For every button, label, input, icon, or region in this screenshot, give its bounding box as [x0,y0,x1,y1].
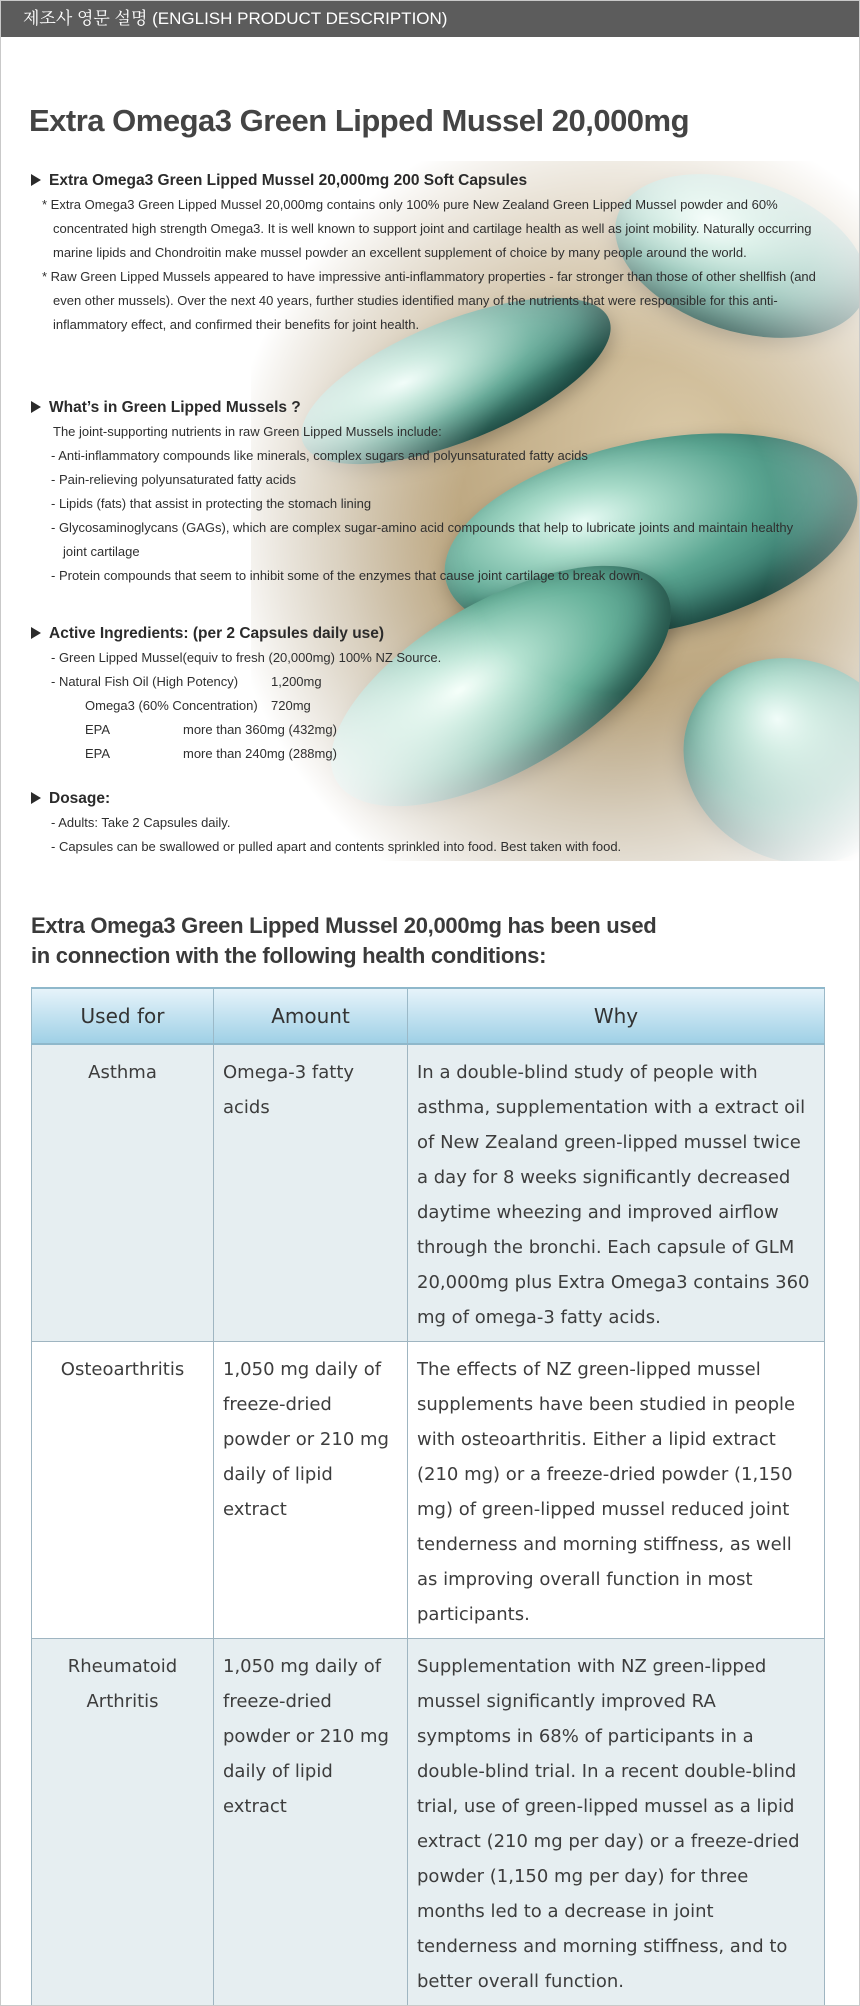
triangle-bullet-icon [31,627,41,639]
cell-why: The effects of NZ green-lipped mussel supplements have been studied in people with osteoarthritis. Either a lipid extract (210 mg) or a freeze-dried powder (1,150 mg) of green-lipped mussel reduced joint tenderness and morning stiffness, as well as improving overall function in most participants. [408,1342,825,1639]
list-item: - Pain-relieving polyunsaturated fatty acids [51,472,296,487]
table-row [32,1639,825,2006]
paragraph: * Extra Omega3 Green Lipped Mussel 20,000mg contains only 100% pure New Zealand Green Lipped Mussel powder and 60% concentrated high strength Omega3. It is well known to support joint and cartilage health as well as joint mobility. Naturally occurring marine lipids and Chondroitin make mussel powder an excellent supplement of choice by many people around the world. [42,197,812,260]
triangle-bullet-icon [31,174,41,186]
section-dosage [31,787,841,859]
list-item: - Capsules can be swallowed or pulled apart and contents sprinkled into food. Best taken with food. [51,839,622,854]
section-heading: Extra Omega3 Green Lipped Mussel 20,000mg 200 Soft Capsules [31,169,841,193]
header-bar: 제조사 영문 설명 (ENGLISH PRODUCT DESCRIPTION) [1,1,859,37]
list-item: - Adults: Take 2 Capsules daily. [51,815,231,830]
list-item: - Anti-inflammatory compounds like minerals, complex sugars and polyunsaturated fatty acids [51,448,588,463]
conditions-heading: Extra Omega3 Green Lipped Mussel 20,000mg has been used in connection with the following health conditions: [31,913,657,968]
ingredient-row: EPA more than 360mg (432mg) [85,722,337,737]
cell-used-for: Rheumatoid Arthritis [32,1639,214,2006]
cell-amount: 1,050 mg daily of freeze-dried powder or 210 mg daily of lipid extract [214,1639,408,2006]
cell-why: In a double-blind study of people with asthma, supplementation with a extract oil of New Zealand green-lipped mussel twice a day for 8 weeks significantly decreased daytime wheezing and improved airflow through the bronchi. Each capsule of GLM 20,000mg plus Extra Omega3 contains 360 mg of omega-3 fatty acids. [408,1044,825,1342]
paragraph: * Raw Green Lipped Mussels appeared to have impressive anti-inflammatory properties - far stronger than those of other shellfish (and even other mussels). Over the next 40 years, further studies identified many of the nutrients that were responsible for this anti-inflammatory effect, and confirmed their benefits for joint health. [42,269,816,332]
list-item: - Glycosaminoglycans (GAGs), which are complex sugar-amino acid compounds that help to lubricate joints and maintain healthy joint cartilage [51,520,794,559]
section-heading: Dosage: [31,787,841,811]
triangle-bullet-icon [31,401,41,413]
column-header-used-for: Used for [32,988,214,1044]
cell-amount: 1,050 mg daily of freeze-dried powder or 210 mg daily of lipid extract [214,1342,408,1639]
list-item: - Natural Fish Oil (High Potency) 1,200mg [51,674,322,689]
table-header-row [32,988,825,1044]
ingredient-row: EPA more than 240mg (288mg) [85,746,337,761]
section-heading: What’s in Green Lipped Mussels ? [31,396,841,420]
section-heading: Active Ingredients: (per 2 Capsules daily use) [31,622,841,646]
cell-why: Supplementation with NZ green-lipped mussel significantly improved RA symptoms in 68% of participants in a double-blind trial. In a recent double-blind trial, use of green-lipped mussel as a lipid extract (210 mg per day) or a freeze-dried powder (1,150 mg per day) for three months led to a decrease in joint tenderness and morning stiffness, and to better overall function. [408,1639,825,2006]
page-title: Extra Omega3 Green Lipped Mussel 20,000mg [29,103,690,138]
ingredient-row: Omega3 (60% Concentration) 720mg [85,698,311,713]
triangle-bullet-icon [31,792,41,804]
table-row [32,1044,825,1342]
table-row [32,1342,825,1639]
cell-used-for: Asthma [32,1044,214,1342]
cell-used-for: Osteoarthritis [32,1342,214,1639]
conditions-table [31,987,825,2006]
cell-amount: Omega-3 fatty acids [214,1044,408,1342]
section-whats-in [31,396,841,588]
list-item: - Protein compounds that seem to inhibit some of the enzymes that cause joint cartilage to break down. [51,568,644,583]
column-header-amount: Amount [214,988,408,1044]
list-item: - Green Lipped Mussel(equiv to fresh (20,000mg) 100% NZ Source. [51,650,442,665]
list-item: - Lipids (fats) that assist in protecting the stomach lining [51,496,372,511]
section-active-ingredients [31,622,841,766]
intro-text: The joint-supporting nutrients in raw Green Lipped Mussels include: [53,424,442,439]
column-header-why: Why [408,988,825,1044]
section-product [31,169,841,337]
